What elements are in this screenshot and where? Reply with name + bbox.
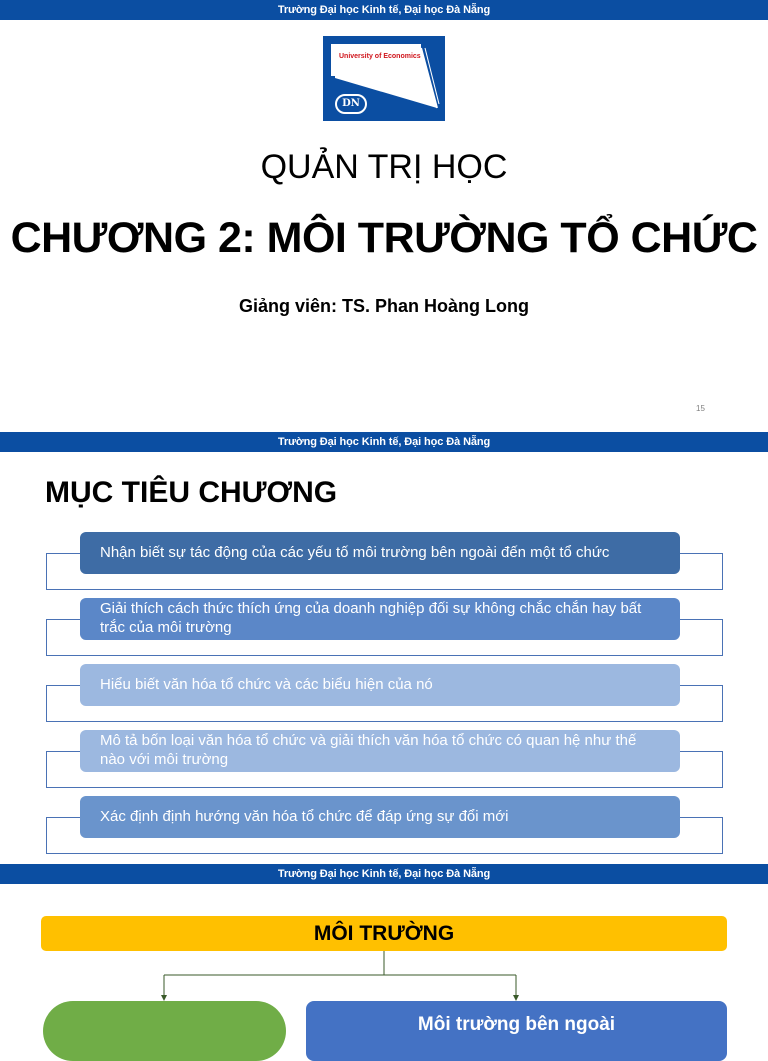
environment-slide	[0, 864, 768, 1035]
page-number: 15	[696, 404, 705, 413]
course-title: QUẢN TRỊ HỌC	[260, 148, 508, 186]
slide-header-bar: Trường Đại học Kinh tế, Đại học Đà Nẵng	[0, 0, 768, 20]
title-slide	[0, 0, 768, 432]
university-logo	[323, 36, 445, 121]
objective-text: Xác định định hướng văn hóa tổ chức để đáp ứng sự đổi mới	[80, 796, 680, 838]
logo-text: University of Economics	[339, 53, 421, 60]
objectives-title: MỤC TIÊU CHƯƠNG	[45, 476, 338, 509]
slide-header-bar: Trường Đại học Kinh tế, Đại học Đà Nẵng	[0, 432, 768, 452]
objective-item	[0, 598, 768, 658]
objective-item	[0, 664, 768, 724]
objective-item	[0, 796, 768, 856]
environment-box: MÔI TRƯỜNG	[41, 916, 727, 951]
objective-text: Giải thích cách thức thích ứng của doanh nghiệp đối sự không chắc chắn hay bất trắc của môi trường	[80, 598, 680, 640]
slide-header-bar: Trường Đại học Kinh tế, Đại học Đà Nẵng	[0, 864, 768, 884]
objective-text: Mô tả bốn loại văn hóa tổ chức và giải thích văn hóa tổ chức có quan hệ như thế nào với môi trường	[80, 730, 680, 772]
objective-text: Nhận biết sự tác động của các yếu tố môi trường bên ngoài đến một tổ chức	[80, 532, 680, 574]
objective-item	[0, 730, 768, 790]
lecturer-name: Giảng viên: TS. Phan Hoàng Long	[238, 296, 529, 316]
internal-environment-box	[43, 1001, 286, 1061]
objective-item	[0, 532, 768, 592]
logo-mark: DN	[335, 94, 367, 114]
objectives-slide	[0, 432, 768, 864]
connector-lines	[0, 951, 768, 1001]
objective-text: Hiểu biết văn hóa tổ chức và các biểu hiện của nó	[80, 664, 680, 706]
chapter-title: CHƯƠNG 2: MÔI TRƯỜNG TỔ CHỨC	[10, 214, 758, 262]
external-environment-box: Môi trường bên ngoài	[306, 1001, 727, 1061]
